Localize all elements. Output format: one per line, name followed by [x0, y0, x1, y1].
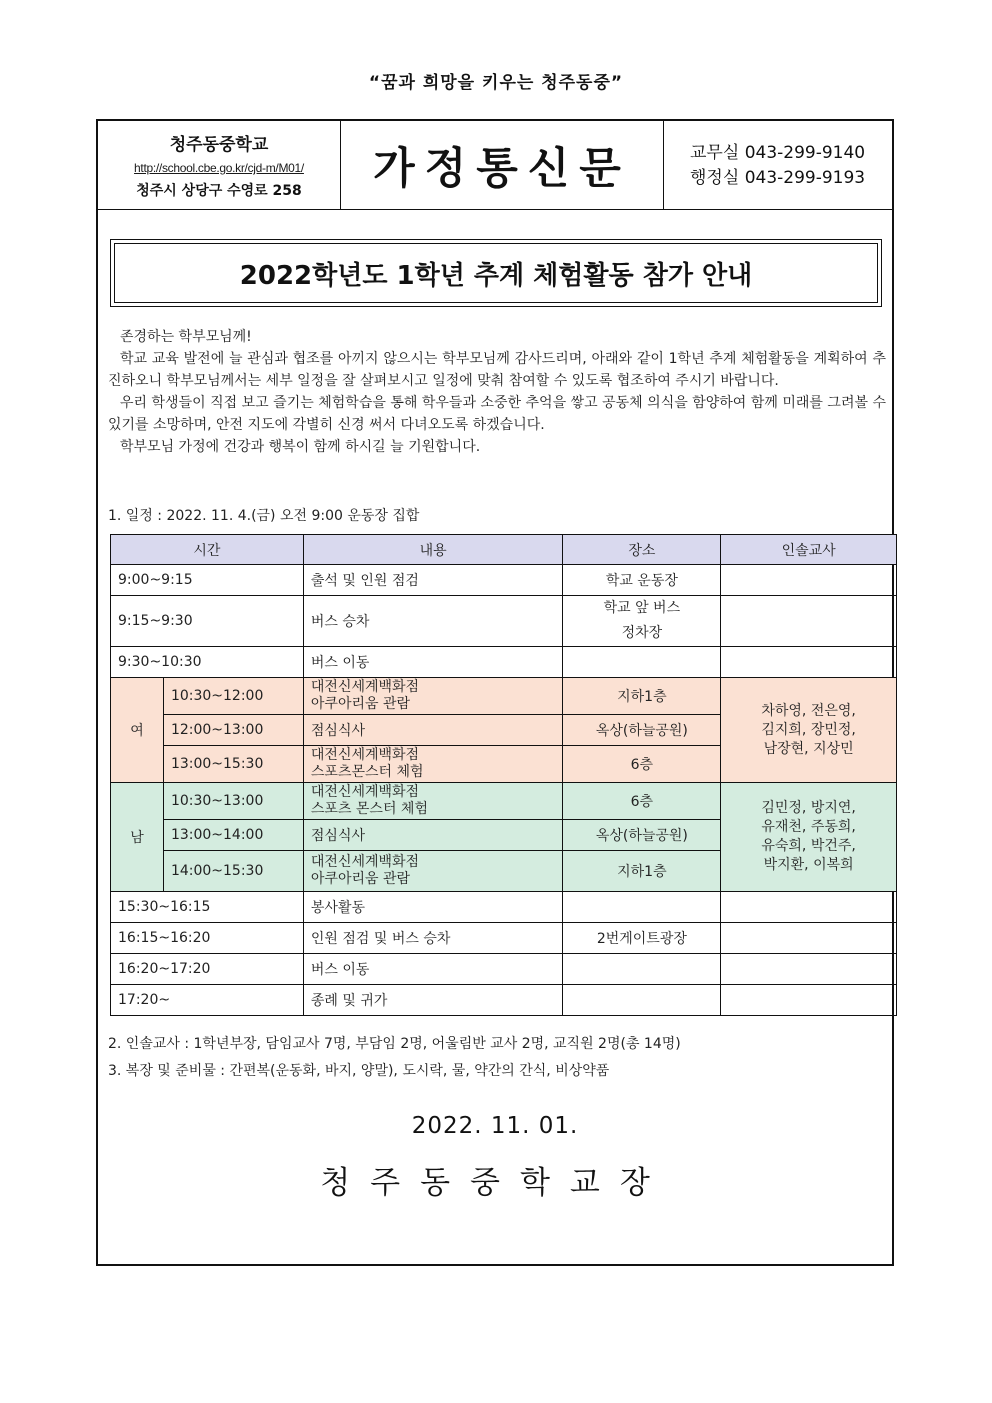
cell-place: 학교 앞 버스 정차장 — [563, 596, 721, 647]
phone-label: 행정실 — [690, 168, 740, 188]
cell-content: 인원 점검 및 버스 승차 — [303, 923, 563, 954]
cell-time: 12:00~13:00 — [163, 715, 303, 746]
contact-phones — [690, 141, 865, 191]
cell-place — [563, 985, 721, 1016]
cell-time: 14:00~15:30 — [163, 851, 303, 892]
cell-content: 출석 및 인원 점검 — [303, 565, 563, 596]
cell-place: 학교 운동장 — [563, 565, 721, 596]
table-row — [111, 565, 897, 596]
cell-time: 9:00~9:15 — [111, 565, 304, 596]
cell-content: 버스 이동 — [303, 647, 563, 678]
cell-teacher — [721, 923, 897, 954]
cell-place: 지하1층 — [563, 851, 721, 892]
cell-time: 13:00~15:30 — [163, 746, 303, 783]
cell-content: 점심식사 — [303, 820, 563, 851]
cell-place: 6층 — [563, 746, 721, 783]
cell-teacher — [721, 565, 897, 596]
group-female-label: 여 — [111, 678, 164, 783]
greeting: 존경하는 학부모님께! — [120, 329, 252, 345]
paragraph: 학교 교육 발전에 늘 관심과 협조를 아끼지 않으시는 학부모님께 감사드리며, 아래와 같이 1학년 추계 체험활동을 계획하여 추진하오니 학부모님께서는 세부 일정을 잘 살펴보시고 일정에 맞춰 참여할 수 있도록 협조하여 주시기 바랍니다. — [108, 351, 886, 389]
table-row-male — [111, 783, 897, 820]
cell-content: 대전신세계백화점 아쿠아리움 관람 — [303, 851, 563, 892]
newsletter-frame — [96, 119, 894, 1266]
school-motto: “꿈과 희망을 키우는 청주동중” — [368, 73, 624, 93]
school-url-link[interactable]: http://school.cbe.go.kr/cjd-m/M01/ — [134, 161, 304, 175]
cell-content: 대전신세계백화점 스포츠 몬스터 체험 — [303, 783, 563, 820]
cell-place — [563, 892, 721, 923]
cell-time: 9:15~9:30 — [111, 596, 304, 647]
table-row — [111, 596, 897, 647]
cell-content: 버스 이동 — [303, 954, 563, 985]
cell-content: 대전신세계백화점 아쿠아리움 관람 — [303, 678, 563, 715]
cell-place: 지하1층 — [563, 678, 721, 715]
newsletter-title: 가정통신문 — [341, 121, 664, 209]
cell-time: 17:20~ — [111, 985, 304, 1016]
cell-teacher — [721, 892, 897, 923]
header-teacher: 인솔교사 — [721, 535, 897, 565]
notice-title: 2022학년도 1학년 추계 체험활동 참가 안내 — [114, 243, 878, 303]
cell-place: 2번게이트광장 — [563, 923, 721, 954]
phone-number: 043-299-9140 — [744, 143, 866, 163]
table-row-female — [111, 678, 897, 715]
cell-content: 버스 승차 — [303, 596, 563, 647]
female-teachers: 차하영, 전은영, 김지희, 장민정, 남장현, 지상민 — [721, 678, 897, 783]
cell-place: 6층 — [563, 783, 721, 820]
cell-place: 옥상(하늘공원) — [563, 820, 721, 851]
principal-signature: 청주동중학교장 — [320, 1165, 670, 1201]
cell-place — [563, 647, 721, 678]
cell-content: 점심식사 — [303, 715, 563, 746]
cell-time: 16:20~17:20 — [111, 954, 304, 985]
issue-date: 2022. 11. 01. — [411, 1113, 579, 1139]
table-row — [111, 923, 897, 954]
cell-teacher — [721, 596, 897, 647]
notes — [108, 1031, 681, 1085]
table-row — [111, 892, 897, 923]
cell-time: 15:30~16:15 — [111, 892, 304, 923]
paragraph: 우리 학생들이 직접 보고 즐기는 체험학습을 통해 학우들과 소중한 추억을 쌓고 공동체 의식을 함양하여 함께 미래를 그려볼 수 있기를 소망하며, 안전 지도에 각별히 신경 써서 다녀오도록 하겠습니다. — [108, 395, 886, 433]
cell-time: 16:15~16:20 — [111, 923, 304, 954]
cell-place: 옥상(하늘공원) — [563, 715, 721, 746]
notice-title-box — [110, 239, 882, 307]
school-name: 청주동중학교 — [169, 135, 269, 155]
cell-content: 봉사활동 — [303, 892, 563, 923]
table-header-row — [111, 535, 897, 565]
paragraph: 학부모님 가정에 건강과 행복이 함께 하시길 늘 기원합니다. — [120, 439, 481, 455]
note-supplies: 3. 복장 및 준비물 : 간편복(운동화, 바지, 양말), 도시락, 물, 약간의 간식, 비상약품 — [108, 1063, 610, 1079]
phone-number: 043-299-9193 — [744, 168, 866, 188]
school-address: 청주시 상당구 수영로 258 — [136, 183, 302, 199]
schedule-table — [110, 534, 897, 1016]
cell-time: 10:30~13:00 — [163, 783, 303, 820]
phone-office — [690, 141, 865, 166]
group-male-label: 남 — [111, 783, 164, 892]
school-info — [98, 121, 341, 209]
phone-label: 교무실 — [690, 143, 740, 163]
table-row — [111, 954, 897, 985]
cell-content: 종례 및 귀가 — [303, 985, 563, 1016]
cell-time: 10:30~12:00 — [163, 678, 303, 715]
schedule-heading: 1. 일정 : 2022. 11. 4.(금) 오전 9:00 운동장 집합 — [108, 508, 420, 524]
male-teachers: 김민정, 방지연, 유재천, 주동희, 유숙희, 박건주, 박지환, 이복희 — [721, 783, 897, 892]
cell-time: 13:00~14:00 — [163, 820, 303, 851]
cell-teacher — [721, 985, 897, 1016]
table-row — [111, 647, 897, 678]
header-content: 내용 — [303, 535, 563, 565]
note-teachers: 2. 인솔교사 : 1학년부장, 담임교사 7명, 부담임 2명, 어울림반 교사 2명, 교직원 2명(총 14명) — [108, 1036, 681, 1052]
letter-body — [108, 326, 886, 458]
newsletter-header — [98, 121, 892, 210]
cell-place — [563, 954, 721, 985]
header-place: 장소 — [563, 535, 721, 565]
header-time: 시간 — [111, 535, 304, 565]
table-row — [111, 985, 897, 1016]
cell-teacher — [721, 647, 897, 678]
phone-admin — [690, 166, 865, 191]
cell-content: 대전신세계백화점 스포츠몬스터 체험 — [303, 746, 563, 783]
cell-time: 9:30~10:30 — [111, 647, 304, 678]
cell-teacher — [721, 954, 897, 985]
